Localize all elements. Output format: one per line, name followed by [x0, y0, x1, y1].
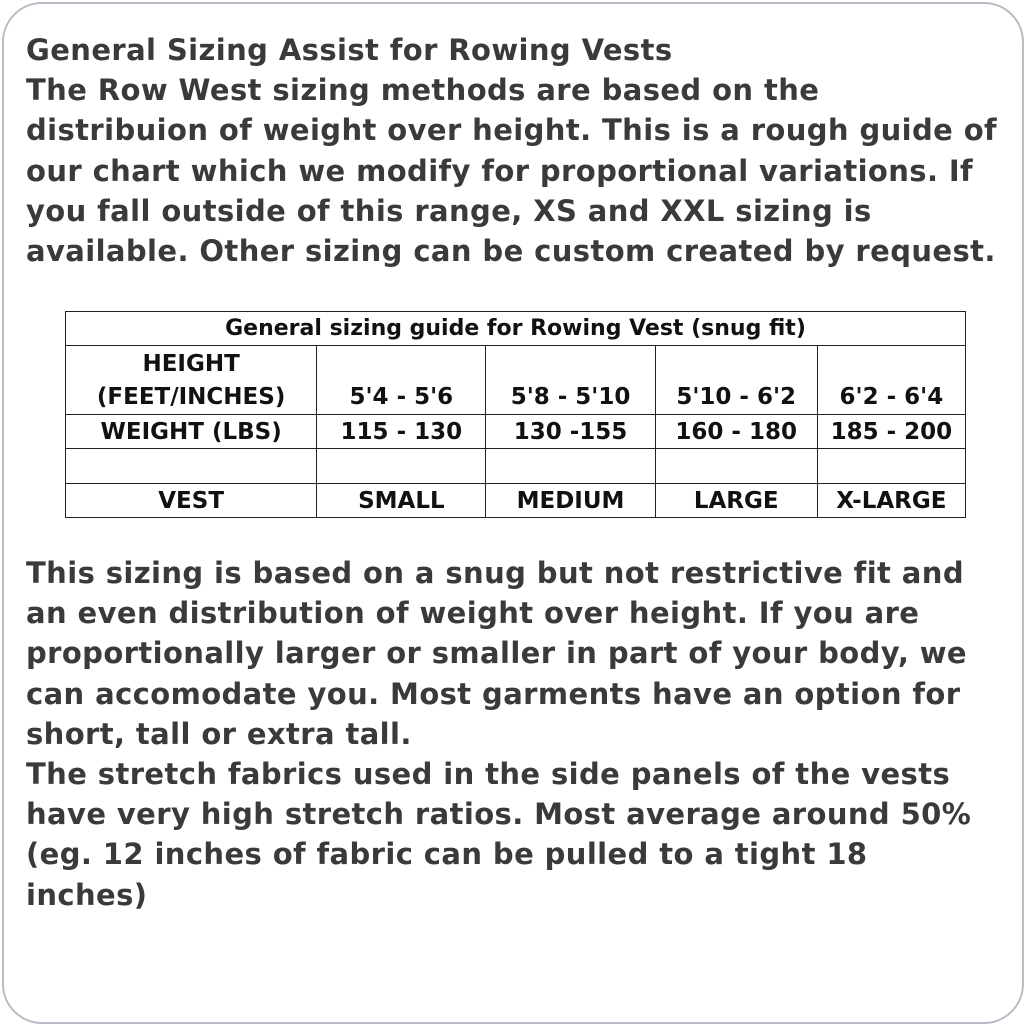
- vest-cell-small: SMALL: [317, 484, 486, 518]
- intro-line: you fall outside of this range, XS and XXL sizing is: [26, 193, 872, 228]
- weight-label: WEIGHT (LBS): [66, 415, 317, 449]
- outro-line: have very high stretch ratios. Most average around 50%: [26, 797, 972, 832]
- height-cell-large: 5'10 - 6'2: [655, 346, 817, 415]
- table-row-empty: [66, 449, 966, 484]
- outro-line: can accomodate you. Most garments have an option for: [26, 676, 961, 711]
- outro-line: proportionally larger or smaller in part of your body, we: [26, 636, 967, 671]
- height-label: [66, 346, 317, 415]
- intro-line: available. Other sizing can be custom created by request.: [26, 234, 996, 269]
- table-title: General sizing guide for Rowing Vest (snug fit): [66, 312, 966, 346]
- height-cell-medium: 5'8 - 5'10: [486, 346, 655, 415]
- weight-cell-medium: 130 -155: [486, 415, 655, 449]
- intro-line: distribuion of weight over height. This is a rough guide of: [26, 113, 998, 148]
- empty-cell: [486, 449, 655, 484]
- sizing-table: [65, 311, 966, 518]
- table-row-weight: [66, 415, 966, 449]
- intro-line: The Row West sizing methods are based on the: [26, 73, 820, 108]
- vest-label: VEST: [66, 484, 317, 518]
- empty-cell: [317, 449, 486, 484]
- empty-cell: [655, 449, 817, 484]
- weight-cell-xlarge: 185 - 200: [817, 415, 965, 449]
- outro-line: short, tall or extra tall.: [26, 716, 412, 751]
- outro-line: inches): [26, 877, 148, 912]
- outro-line: (eg. 12 inches of fabric can be pulled to a tight 18: [26, 837, 868, 872]
- height-label-line1: HEIGHT: [142, 351, 240, 377]
- intro-line: our chart which we modify for proportional variations. If: [26, 153, 974, 188]
- height-label-line2: (FEET/INCHES): [96, 384, 286, 410]
- weight-cell-small: 115 - 130: [317, 415, 486, 449]
- table-row-height: [66, 346, 966, 415]
- table-row-vest: [66, 484, 966, 518]
- intro-heading: General Sizing Assist for Rowing Vests: [26, 33, 673, 67]
- intro-text: [26, 30, 1016, 271]
- height-cell-xlarge: 6'2 - 6'4: [817, 346, 965, 415]
- weight-cell-large: 160 - 180: [655, 415, 817, 449]
- vest-cell-xlarge: X-LARGE: [817, 484, 965, 518]
- outro-line: This sizing is based on a snug but not restrictive fit and: [26, 556, 964, 590]
- vest-cell-medium: MEDIUM: [486, 484, 655, 518]
- empty-cell: [66, 449, 317, 484]
- outro-line: an even distribution of weight over height. If you are: [26, 596, 920, 631]
- vest-cell-large: LARGE: [655, 484, 817, 518]
- table-title-row: [66, 312, 966, 346]
- height-cell-small: 5'4 - 5'6: [317, 346, 486, 415]
- empty-cell: [817, 449, 965, 484]
- outro-line: The stretch fabrics used in the side panels of the vests: [26, 757, 951, 792]
- outro-text: [26, 553, 1016, 915]
